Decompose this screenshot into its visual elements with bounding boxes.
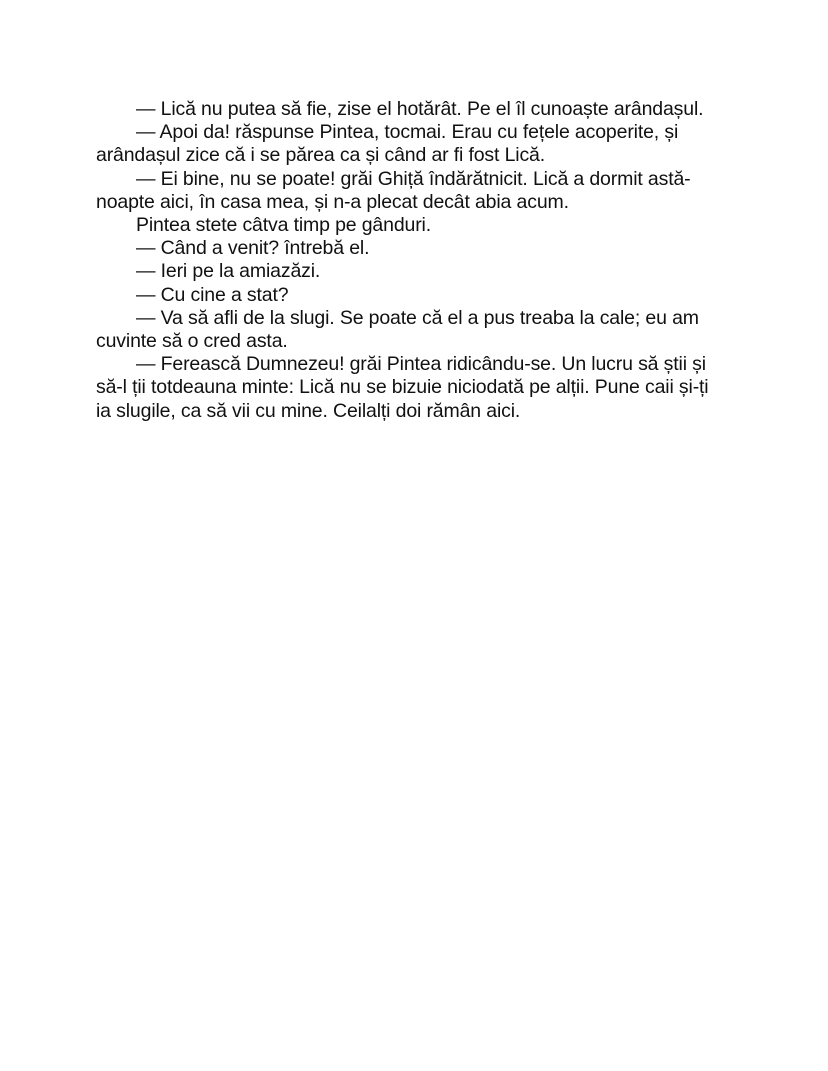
text-line: — Ferească Dumnezeu! grăi Pintea ridicându-se. Un lucru să știi și bbox=[136, 353, 706, 376]
text-line: arândașul zice că i se părea ca și când ar fi fost Lică. bbox=[96, 144, 546, 167]
text-line: ia slugile, ca să vii cu mine. Ceilalți doi rămân aici. bbox=[96, 399, 521, 422]
text-line: — Ieri pe la amiazăzi. bbox=[136, 260, 321, 283]
text-line: cuvinte să o cred asta. bbox=[96, 330, 288, 353]
text-line: să-l ții totdeauna minte: Lică nu se bizuie niciodată pe alții. Pune caii și-ți bbox=[96, 376, 709, 399]
text-line: — Apoi da! răspunse Pintea, tocmai. Erau cu fețele acoperite, și bbox=[136, 121, 679, 144]
paragraph bbox=[96, 260, 736, 283]
paragraph bbox=[96, 168, 736, 214]
text-line: — Ei bine, nu se poate! grăi Ghiță îndărătnicit. Lică a dormit astă- bbox=[136, 167, 691, 190]
paragraph bbox=[96, 353, 736, 423]
text-line: — Va să afli de la slugi. Se poate că el a pus treaba la cale; eu am bbox=[136, 306, 699, 329]
paragraph bbox=[96, 307, 736, 353]
paragraph bbox=[96, 98, 736, 121]
paragraph bbox=[96, 284, 736, 307]
text-line: — Când a venit? întrebă el. bbox=[136, 237, 370, 260]
text-line: noapte aici, în casa mea, și n-a plecat decât abia acum. bbox=[96, 190, 569, 213]
paragraph bbox=[96, 121, 736, 167]
paragraph bbox=[96, 237, 736, 260]
text-line: Pintea stete câtva timp pe gânduri. bbox=[136, 214, 432, 237]
paragraph bbox=[96, 214, 736, 237]
text-line: — Cu cine a stat? bbox=[136, 283, 289, 306]
text-line: — Lică nu putea să fie, zise el hotărât. Pe el îl cunoaște arândașul. bbox=[136, 98, 704, 120]
body-text bbox=[96, 98, 736, 423]
